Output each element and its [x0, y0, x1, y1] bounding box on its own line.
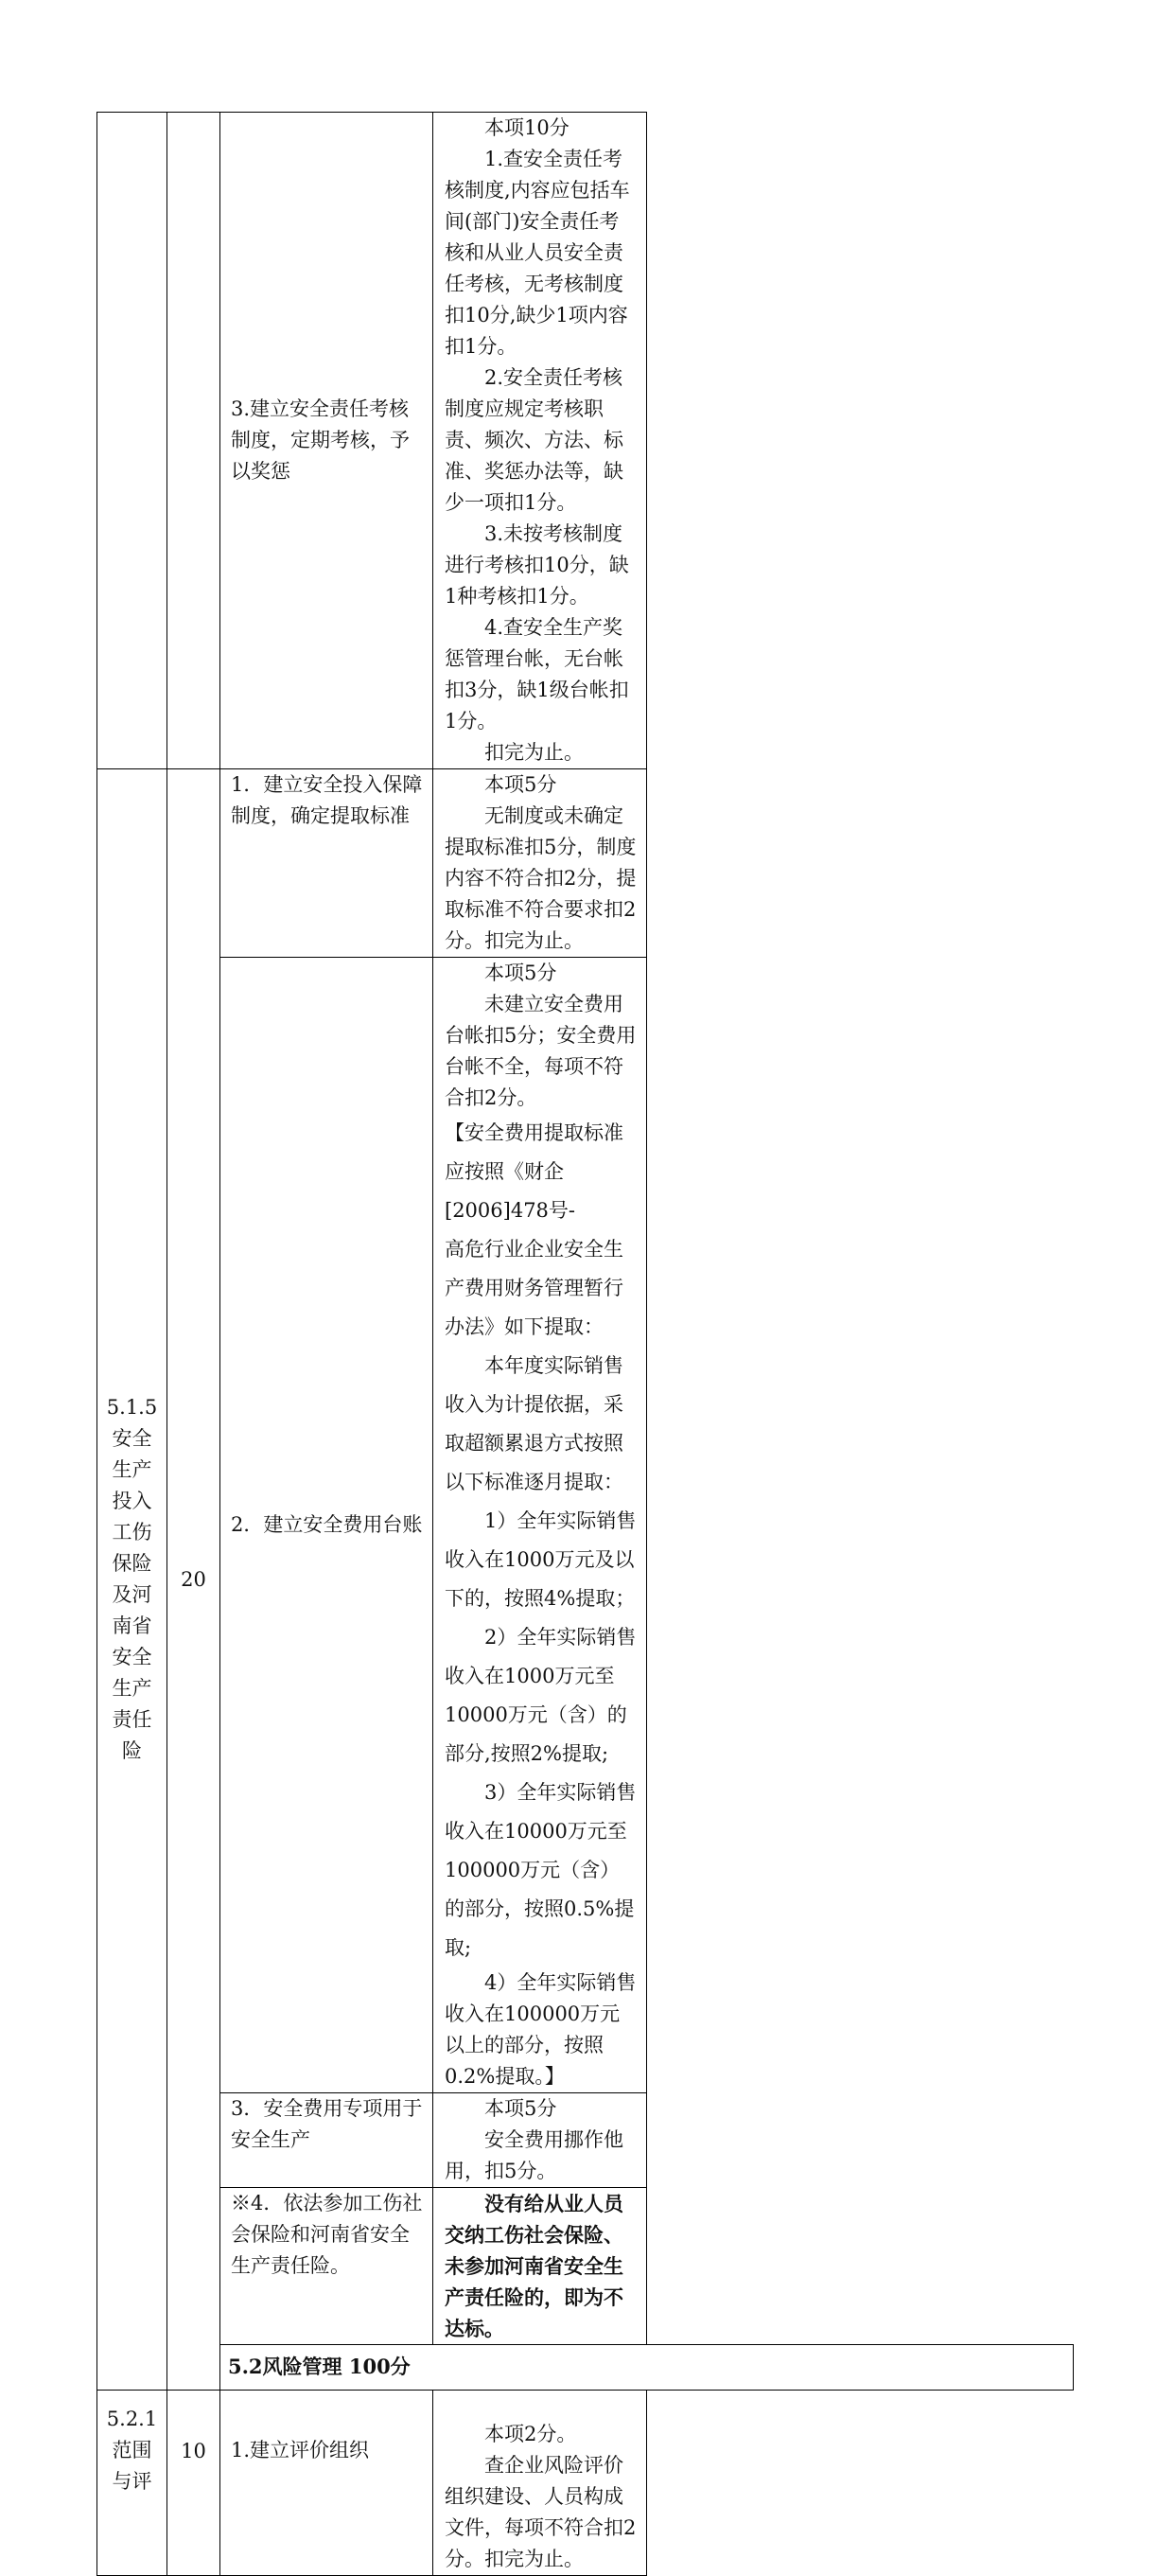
table-row	[97, 769, 1074, 958]
item-cell	[220, 2188, 433, 2345]
rule-line: 安全费用挪作他用，扣5分。	[445, 2128, 623, 2182]
rule-line: 2.安全责任考核制度应规定考核职责、频次、方法、标准、奖惩办法等，缺少一项扣1分。	[445, 366, 623, 514]
rule-line: 无制度或未确定提取标准扣5分，制度内容不符合扣2分，提取标准不符合要求扣2分。扣完为止。	[445, 804, 637, 952]
section-header-row	[97, 2345, 1074, 2391]
table-row	[97, 2391, 1074, 2576]
group-id-cell	[97, 769, 167, 2391]
item-cell	[220, 2093, 433, 2188]
rule-line: 3.未按考核制度进行考核扣10分，缺1种考核扣1分。	[445, 522, 629, 608]
rule-line: 【安全费用提取标准应按照《财企[2006]478号-	[445, 1121, 623, 1222]
item-text: 3.建立安全责任考核制度，定期考核，予以奖惩	[231, 397, 410, 483]
item-text: 1.建立评价组织	[231, 2439, 370, 2461]
group-id: 5.1.5安全生产投入工伤保险及河南省安全生产责任险	[106, 1396, 158, 1762]
item-cell	[220, 2391, 433, 2576]
rule-cell	[433, 958, 647, 2093]
item-text: 3．安全费用专项用于安全生产	[231, 2097, 423, 2151]
rule-line: 本项5分	[484, 773, 557, 796]
item-text: 1．建立安全投入保障制度，确定提取标准	[231, 773, 423, 827]
section-title: 5.2风险管理 100分	[220, 2345, 1074, 2391]
rule-cell	[433, 2188, 647, 2345]
rule-line: 4）全年实际销售收入在100000万元以上的部分，按照0.2%提取。】	[445, 1971, 637, 2088]
item-cell	[220, 769, 433, 958]
item-cell	[220, 113, 433, 769]
rule-line: 3）全年实际销售收入在10000万元至100000万元（含）的部分，按照0.5%提取;	[445, 1781, 637, 1959]
rule-line: 高危行业企业安全生产费用财务管理暂行办法》如下提取：	[445, 1238, 623, 1338]
rule-line: 本项10分	[484, 116, 569, 139]
item-text: ※4．依法参加工伤社会保险和河南省安全生产责任险。	[231, 2192, 423, 2277]
rule-line: 没有给从业人员交纳工伤社会保险、未参加河南省安全生产责任险的，即为不达标。	[445, 2192, 623, 2340]
rule-line: 本项5分	[484, 2097, 557, 2120]
row-id: 5.2.1范围与评	[106, 2408, 158, 2493]
group-score-cell	[167, 769, 220, 2391]
rule-line: 本项5分	[484, 962, 557, 984]
row-score: 10	[181, 2440, 206, 2462]
rule-line: 4.查安全生产奖惩管理台帐，无台帐扣3分，缺1级台帐扣1分。	[445, 616, 629, 732]
rule-line: 未建立安全费用台帐扣5分；安全费用台帐不全，每项不符合扣2分。	[445, 993, 637, 1109]
item-cell	[220, 958, 433, 2093]
rule-cell	[433, 113, 647, 769]
score-cell	[167, 113, 220, 769]
table-row	[97, 958, 1074, 2093]
standards-table	[96, 112, 1074, 2576]
rule-cell	[433, 2391, 647, 2576]
rule-cell	[433, 2093, 647, 2188]
id-cell	[97, 113, 167, 769]
table-row	[97, 113, 1074, 769]
group-score: 20	[181, 1567, 206, 1591]
rule-line: 本项2分。	[484, 2423, 577, 2445]
rule-line: 2）全年实际销售收入在1000万元至10000万元（含）的部分,按照2%提取;	[445, 1626, 637, 1765]
id-cell	[97, 2391, 167, 2576]
rule-line: 1.查安全责任考核制度,内容应包括车间(部门)安全责任考核和从业人员安全责任考核，无考核制度扣10分,缺少1项内容扣1分。	[445, 148, 630, 358]
item-text: 2．建立安全费用台账	[231, 1513, 423, 1536]
rule-line: 1）全年实际销售收入在1000万元及以下的，按照4%提取；	[445, 1509, 637, 1610]
table-row	[97, 2093, 1074, 2188]
rule-line: 本年度实际销售收入为计提依据，采取超额累退方式按照以下标准逐月提取：	[445, 1354, 623, 1493]
score-cell	[167, 2391, 220, 2576]
rule-line: 查企业风险评价组织建设、人员构成文件，每项不符合扣2分。扣完为止。	[445, 2454, 637, 2570]
table-row	[97, 2188, 1074, 2345]
rule-line: 扣完为止。	[484, 741, 584, 764]
rule-cell	[433, 769, 647, 958]
